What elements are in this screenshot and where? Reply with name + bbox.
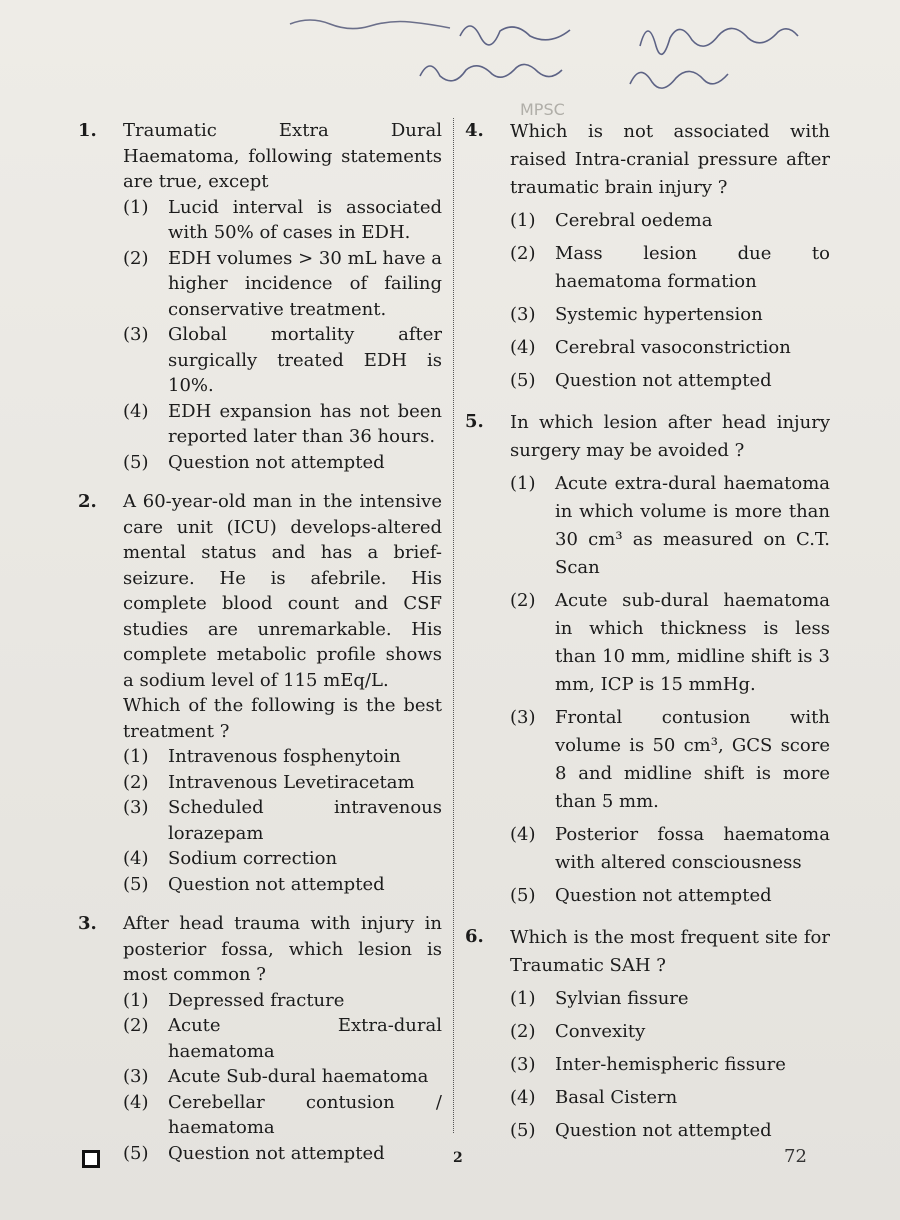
option [123, 1064, 442, 1090]
option-text: Acute Sub-dural haematoma [168, 1066, 429, 1087]
option [123, 399, 442, 450]
question-prompt: Which of the following is the best treatment ? [123, 695, 442, 742]
option [510, 882, 830, 910]
question-number: 4. [465, 120, 484, 141]
option-text: Sylvian fissure [555, 988, 689, 1009]
option-label: (4) [123, 1091, 149, 1113]
option-text: Frontal contusion with volume is 50 cm³, GCS score 8 and midline shift is more than 5 mm. [555, 707, 830, 812]
question-5 [465, 409, 830, 910]
option-label: (4) [123, 400, 149, 422]
option-text: Cerebral oedema [555, 210, 713, 231]
booklet-code: 72 [784, 1146, 807, 1167]
option-text: Question not attempted [555, 370, 772, 391]
option [123, 770, 442, 796]
option-label: (1) [123, 989, 149, 1011]
option-label: (2) [510, 590, 536, 611]
option-text: Acute extra-dural haematoma in which volume is more than 30 cm³ as measured on C.T. Scan [555, 473, 830, 578]
option-text: Scheduled intravenous lorazepam [168, 797, 442, 844]
option-text: Sodium correction [168, 848, 338, 869]
question-6 [465, 924, 830, 1145]
option-text: Intravenous fosphenytoin [168, 746, 401, 767]
option [123, 322, 442, 399]
option [510, 301, 830, 329]
option-text: Cerebellar contusion / haematoma [168, 1091, 442, 1138]
option-text: Question not attempted [168, 451, 385, 473]
option-text: Intravenous Levetiracetam [168, 771, 415, 793]
option-text: Question not attempted [168, 873, 385, 895]
option-label: (1) [510, 473, 536, 494]
option-text: Basal Cistern [555, 1087, 678, 1108]
option-label: (2) [123, 1015, 149, 1036]
options-list [123, 195, 442, 476]
option [510, 821, 830, 877]
option [510, 704, 830, 816]
option [510, 1051, 830, 1079]
option-label: (3) [123, 797, 149, 818]
option [510, 240, 830, 296]
option-text: Mass lesion due to haematoma formation [555, 243, 830, 292]
option [123, 846, 442, 872]
option [123, 1141, 442, 1167]
option-label: (4) [510, 337, 536, 358]
question-number: 1. [78, 120, 97, 141]
page-number: 2 [453, 1150, 463, 1166]
option [510, 470, 830, 582]
option-label: (5) [510, 370, 536, 391]
option-label: (5) [123, 451, 149, 473]
option [510, 587, 830, 699]
option-text: Posterior fossa haematoma with altered consciousness [555, 824, 830, 873]
option-label: (3) [123, 1066, 149, 1087]
option-label: (1) [123, 196, 149, 218]
option-label: (4) [123, 848, 149, 869]
options-list [510, 207, 830, 395]
option-label: (1) [123, 746, 149, 767]
option-text: Lucid interval is associated with 50% of cases in EDH. [168, 196, 442, 243]
options-list [123, 744, 442, 897]
option-label: (1) [510, 988, 536, 1009]
options-list [510, 470, 830, 910]
option-label: (3) [510, 1054, 536, 1075]
option [510, 334, 830, 362]
option-label: (4) [510, 1087, 536, 1108]
option [510, 1084, 830, 1112]
question-number: 2. [78, 491, 97, 512]
question-text: A 60-year-old man in the intensive care unit (ICU) develops-altered mental status and has a brief-seizure. He is afebrile. His complete blood count and CSF studies are unremarkable. His complete metabolic profile shows a sodium level of 115 mEq/L. [123, 491, 442, 691]
option [123, 450, 442, 476]
option-label: (4) [510, 824, 536, 845]
question-text: In which lesion after head injury surgery may be avoided ? [510, 412, 830, 461]
option-label: (2) [123, 771, 149, 793]
option-text: Global mortality after surgically treated EDH is 10%. [168, 324, 442, 396]
option [123, 1013, 442, 1064]
option-text: EDH expansion has not been reported later than 36 hours. [168, 400, 442, 447]
option-text: Systemic hypertension [555, 304, 763, 325]
question-text: Which is the most frequent site for Traumatic SAH ? [510, 927, 830, 976]
option-label: (2) [510, 1021, 536, 1042]
option [123, 872, 442, 898]
option [123, 988, 442, 1014]
option-label: (1) [510, 210, 536, 231]
question-text: Which is not associated with raised Intra-cranial pressure after traumatic brain injury ? [510, 121, 830, 198]
column-divider [453, 118, 454, 1133]
option [123, 1090, 442, 1141]
option-label: (5) [510, 885, 536, 906]
question-3 [78, 911, 442, 1166]
option [123, 246, 442, 323]
option [510, 1018, 830, 1046]
option-text: Question not attempted [168, 1142, 385, 1164]
option-text: Acute Extra-dural haematoma [168, 1015, 442, 1062]
option-label: (3) [123, 324, 149, 345]
options-list [510, 985, 830, 1145]
left-column [78, 118, 442, 1180]
question-number: 6. [465, 926, 484, 947]
faint-watermark: MPSC [520, 100, 565, 119]
option-label: (3) [510, 707, 536, 728]
question-text: After head trauma with injury in posterior fossa, which lesion is most common ? [123, 913, 442, 985]
options-list [123, 988, 442, 1167]
option-label: (2) [123, 247, 149, 269]
option [510, 367, 830, 395]
option-label: (3) [510, 304, 536, 325]
option-text: Inter-hemispheric fissure [555, 1054, 786, 1075]
option-text: Depressed fracture [168, 989, 345, 1011]
option-label: (5) [510, 1120, 536, 1141]
option-text: Convexity [555, 1021, 646, 1042]
option-text: Cerebral vasoconstriction [555, 337, 791, 358]
question-4 [465, 118, 830, 395]
handwritten-annotation [270, 6, 830, 96]
option-label: (5) [123, 1142, 149, 1164]
question-1 [78, 118, 442, 475]
option [510, 1117, 830, 1145]
option-text: Question not attempted [555, 1120, 772, 1141]
option [510, 985, 830, 1013]
question-text: Traumatic Extra Dural Haematoma, following statements are true, except [123, 120, 442, 192]
question-number: 5. [465, 411, 484, 432]
option-text: Question not attempted [555, 885, 772, 906]
option [123, 195, 442, 246]
option [123, 744, 442, 770]
option-label: (2) [510, 243, 536, 264]
corner-square-icon [82, 1150, 100, 1168]
option-text: Acute sub-dural haematoma in which thickness is less than 10 mm, midline shift is 3 mm, ICP is 15 mmHg. [555, 590, 830, 695]
right-column [465, 118, 830, 1159]
option-label: (5) [123, 873, 149, 895]
question-2 [78, 489, 442, 897]
option [510, 207, 830, 235]
option-text: EDH volumes > 30 mL have a higher incidence of failing conservative treatment. [168, 247, 442, 320]
question-number: 3. [78, 913, 97, 934]
option [123, 795, 442, 846]
